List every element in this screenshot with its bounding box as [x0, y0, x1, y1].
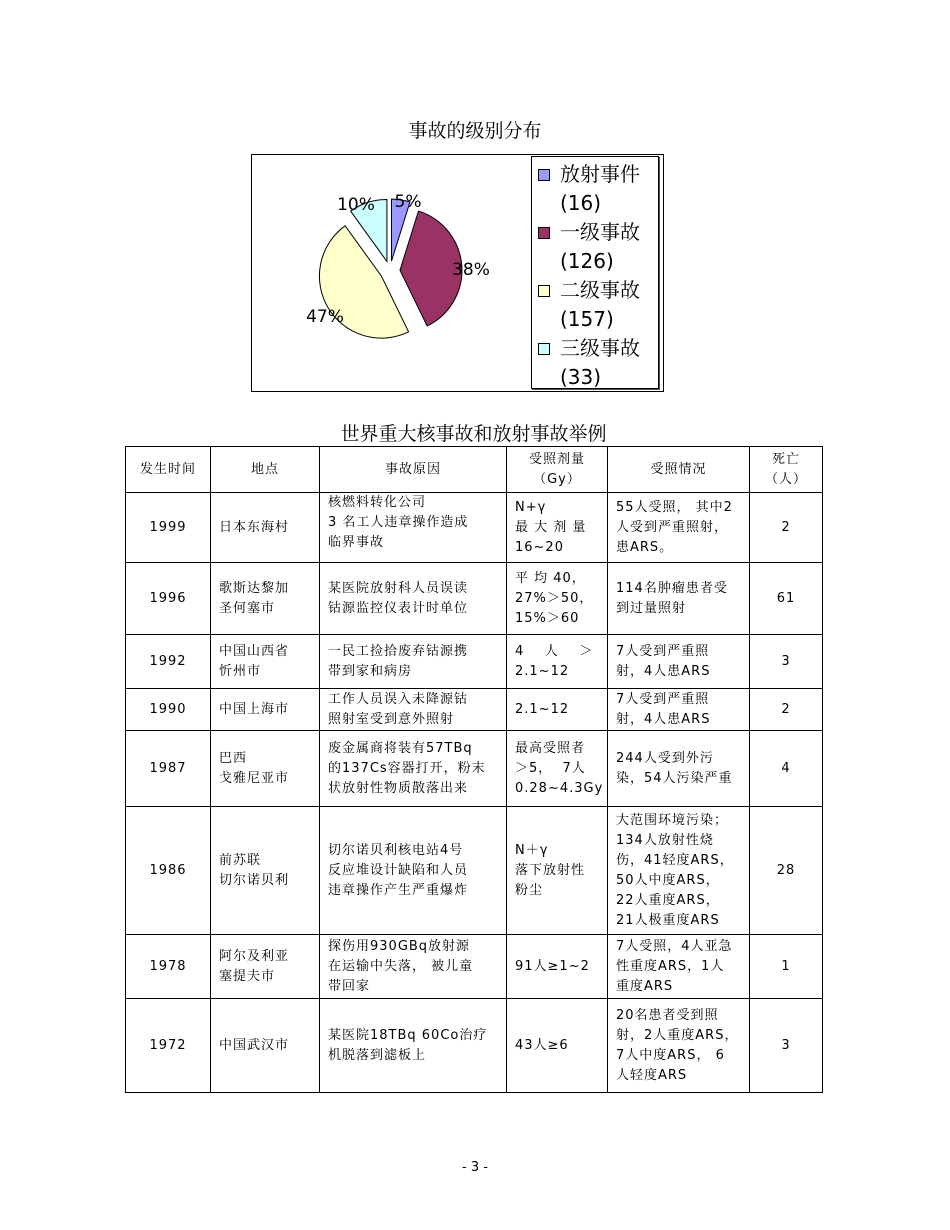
cell-year: 1999: [126, 493, 211, 563]
cell-dose: [507, 635, 608, 689]
header-dose: [507, 447, 608, 493]
cell-deaths: 28: [750, 807, 823, 935]
chart-title: 事故的级别分布: [408, 120, 542, 142]
dose-line: N＋γ: [515, 842, 549, 858]
place-line: 中国上海市: [219, 701, 290, 717]
legend-label-1: 一级事故: [560, 220, 640, 244]
header-dose-line: 受照剂量: [528, 451, 585, 467]
cell-cause: [320, 493, 507, 563]
cell-exposure: [608, 493, 750, 563]
cause-line: 钴源监控仪表计时单位: [328, 600, 469, 616]
cause-line: 工作人员误入未降源钴: [328, 691, 469, 707]
table-row: [126, 999, 823, 1093]
cell-deaths: 3: [750, 999, 823, 1093]
dose-line: N+γ: [515, 499, 547, 515]
dose-line: 粉尘: [515, 882, 544, 898]
dose-line: 2.1~12: [515, 701, 570, 717]
exposure-line: 7人受到严重照: [616, 691, 710, 707]
pie-label-1: 38%: [452, 260, 490, 280]
dose-line: 最 大 剂 量: [515, 519, 587, 535]
dose-line: 0.28~4.3Gy: [515, 780, 604, 796]
cause-line: 的137Cs容器打开，粉末: [328, 760, 486, 776]
dose-line: 16~20: [515, 539, 564, 555]
table-row: [126, 563, 823, 635]
cause-line: 某医院18TBq 60Co治疗: [328, 1027, 488, 1043]
cause-line: 3 名工人违章操作造成: [328, 515, 469, 530]
legend-count-1: (126): [560, 249, 614, 273]
cell-cause: [320, 935, 507, 999]
dose-line: 2.1~12: [515, 663, 570, 679]
cause-line: 带回家: [328, 978, 371, 994]
cell-place: [211, 731, 320, 807]
legend-swatch-1: [538, 227, 550, 239]
cell-exposure: [608, 563, 750, 635]
cell-cause: [320, 807, 507, 935]
cell-dose: [507, 493, 608, 563]
cause-line: 某医院放射科人员误读: [328, 580, 469, 596]
page-number: - 3 -: [462, 1160, 488, 1175]
cause-line: 照射室受到意外照射: [328, 711, 455, 727]
exposure-line: 人轻度ARS: [616, 1067, 688, 1083]
place-line: 切尔诺贝利: [219, 872, 290, 888]
chart-legend: [531, 156, 659, 389]
place-line: 阿尔及利亚: [219, 948, 290, 964]
place-line: 巴西: [219, 750, 248, 766]
cell-dose: [507, 999, 608, 1093]
cell-deaths: 4: [750, 731, 823, 807]
exposure-line: 射，2人重度ARS，: [616, 1027, 739, 1043]
cell-year: 1986: [126, 807, 211, 935]
cell-dose: [507, 935, 608, 999]
legend-swatch-2: [538, 285, 550, 297]
cell-year: 1978: [126, 935, 211, 999]
exposure-line: 55人受照， 其中2: [616, 499, 733, 515]
cell-dose: [507, 731, 608, 807]
pie-label-3: 10%: [337, 195, 375, 215]
table-header-row: [126, 447, 823, 493]
exposure-line: 染，54人污染严重: [616, 770, 733, 786]
cell-dose: [507, 689, 608, 731]
place-line: 塞提夫市: [219, 968, 276, 984]
cause-line: 状放射性物质散落出来: [328, 780, 469, 796]
cause-line: 切尔诺贝利核电站4号: [328, 842, 464, 858]
cell-year: 1990: [126, 689, 211, 731]
cell-deaths: 3: [750, 635, 823, 689]
legend-label-2: 二级事故: [560, 278, 640, 302]
place-line: 歌斯达黎加: [219, 580, 290, 596]
header-place: 地点: [211, 447, 320, 493]
pie-label-2: 47%: [306, 307, 344, 327]
table-row: [126, 635, 823, 689]
legend-swatch-0: [538, 169, 550, 181]
cell-cause: [320, 999, 507, 1093]
place-line: 中国武汉市: [219, 1037, 290, 1053]
exposure-line: 22人重度ARS，: [616, 892, 720, 908]
cause-line: 反应堆设计缺陷和人员: [328, 862, 469, 878]
dose-line: 最高受照者: [515, 740, 586, 756]
cell-cause: [320, 731, 507, 807]
cause-line: 一民工捡拾废弃钴源携: [328, 643, 469, 659]
cell-dose: [507, 563, 608, 635]
cell-cause: [320, 689, 507, 731]
cell-exposure: [608, 689, 750, 731]
cell-deaths: 2: [750, 493, 823, 563]
cell-exposure: [608, 807, 750, 935]
exposure-line: 射，4人患ARS: [616, 663, 711, 679]
dose-line: 15%＞60: [515, 610, 580, 626]
cause-line: 在运输中失落， 被儿童: [328, 958, 474, 974]
cell-cause: [320, 635, 507, 689]
cell-exposure: [608, 999, 750, 1093]
place-line: 中国山西省: [219, 643, 290, 659]
cause-line: 核燃料转化公司: [328, 495, 427, 510]
cell-place: [211, 935, 320, 999]
place-line: 戈雅尼亚市: [219, 770, 290, 786]
cause-line: 违章操作产生严重爆炸: [328, 882, 469, 898]
place-line: 忻州市: [219, 663, 262, 679]
header-exposure: 受照情况: [608, 447, 750, 493]
exposure-line: 7人中度ARS， 6: [616, 1047, 725, 1063]
place-line: 前苏联: [219, 852, 262, 868]
exposure-line: 20名患者受到照: [616, 1007, 719, 1023]
table-row: [126, 807, 823, 935]
header-deaths-line: 死亡: [771, 451, 800, 467]
cell-place: [211, 999, 320, 1093]
cell-place: [211, 807, 320, 935]
place-line: 日本东海村: [219, 519, 290, 535]
header-dose-unit: （Gy）: [533, 471, 581, 487]
legend-swatch-3: [538, 343, 550, 355]
dose-line: 4 人 ＞: [515, 643, 594, 659]
table-row: [126, 731, 823, 807]
exposure-line: 7人受照，4人亚急: [616, 938, 733, 954]
cause-line: 探伤用930GBq放射源: [328, 938, 471, 954]
cell-exposure: [608, 935, 750, 999]
table-row: [126, 689, 823, 731]
cell-dose: [507, 807, 608, 935]
exposure-line: 244人受到外污: [616, 750, 714, 766]
exposure-line: 射，4人患ARS: [616, 711, 711, 727]
exposure-line: 134人放射性烧: [616, 832, 714, 848]
legend-label-0: 放射事件: [560, 162, 640, 186]
accident-table: [125, 446, 823, 1093]
cell-place: [211, 689, 320, 731]
legend-count-2: (157): [560, 307, 614, 331]
place-line: 圣何塞市: [219, 600, 276, 616]
header-cause: 事故原因: [320, 447, 507, 493]
cell-exposure: [608, 731, 750, 807]
cell-exposure: [608, 635, 750, 689]
header-deaths: [750, 447, 823, 493]
exposure-line: 大范围环境污染；: [616, 812, 729, 828]
header-deaths-unit: （人）: [764, 471, 807, 487]
cell-deaths: 1: [750, 935, 823, 999]
table-row: [126, 493, 823, 563]
cell-year: 1987: [126, 731, 211, 807]
exposure-line: 性重度ARS，1人: [616, 958, 725, 974]
cell-place: [211, 493, 320, 563]
legend-count-0: (16): [560, 191, 602, 215]
dose-line: 43人≥6: [515, 1037, 569, 1053]
dose-line: 落下放射性: [515, 862, 586, 878]
pie-chart-frame: [251, 154, 664, 392]
legend-count-3: (33): [560, 365, 602, 389]
cell-place: [211, 563, 320, 635]
cell-year: 1992: [126, 635, 211, 689]
exposure-line: 伤，41轻度ARS，: [616, 852, 734, 868]
exposure-line: 人受到严重照射，: [616, 519, 729, 535]
dose-line: 91人≥1~2: [515, 958, 590, 974]
cause-line: 带到家和病房: [328, 663, 413, 679]
cause-line: 机脱落到滤板上: [328, 1047, 427, 1063]
cell-deaths: 61: [750, 563, 823, 635]
cause-line: 废金属商将装有57TBq: [328, 740, 473, 756]
exposure-line: 50人中度ARS，: [616, 872, 720, 888]
exposure-line: 7人受到严重照: [616, 643, 710, 659]
exposure-line: 重度ARS: [616, 978, 674, 994]
cause-line: 临界事故: [328, 535, 385, 550]
dose-line: 平 均 40，: [515, 570, 586, 586]
pie-label-0: 5%: [394, 192, 422, 212]
table-row: [126, 935, 823, 999]
dose-line: ＞5， 7人: [515, 760, 586, 776]
exposure-line: 患ARS。: [616, 539, 674, 555]
cell-place: [211, 635, 320, 689]
cell-year: 1972: [126, 999, 211, 1093]
cell-year: 1996: [126, 563, 211, 635]
cell-deaths: 2: [750, 689, 823, 731]
exposure-line: 21人极重度ARS: [616, 912, 720, 928]
legend-label-3: 三级事故: [560, 336, 640, 360]
table-title: 世界重大核事故和放射事故举例: [340, 423, 607, 445]
header-time: 发生时间: [126, 447, 211, 493]
exposure-line: 114名肿瘤患者受: [616, 580, 728, 596]
exposure-line: 到过量照射: [616, 600, 687, 616]
cell-cause: [320, 563, 507, 635]
dose-line: 27%＞50，: [515, 590, 594, 606]
